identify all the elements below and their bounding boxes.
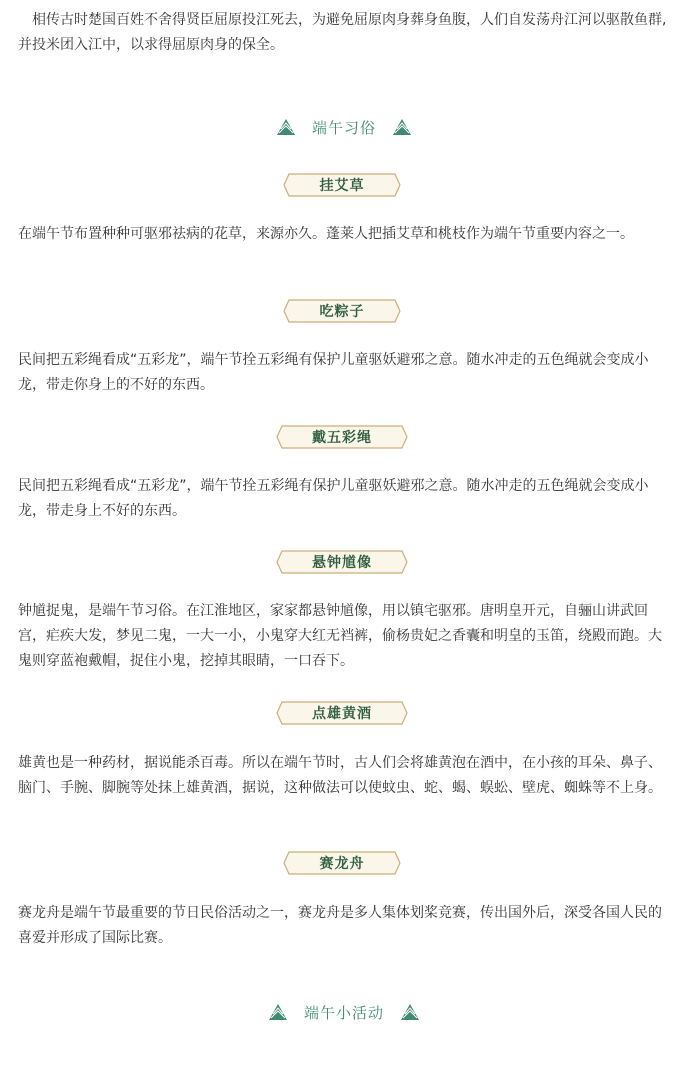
- custom-title: 挂艾草: [319, 178, 365, 194]
- custom-title-badge: [283, 173, 401, 197]
- custom-description: 钟馗捉鬼，是端午节习俗。在江淮地区，家家都悬钟馗像，用以镇宅驱邪。唐明皇开元，自骊山讲武回宫，疟疾大发，梦见二鬼，一大一小，小鬼穿大红无裆裤，偷杨贵妃之香囊和明皇的玉笛，绕殿而跑。大鬼则穿蓝袍戴帽，捉住小鬼，挖掉其眼睛，一口吞下。: [18, 603, 662, 669]
- section-header-activities: [0, 1000, 688, 1024]
- triangle-icon: [392, 118, 412, 136]
- custom-title: 戴五彩绳: [312, 430, 372, 446]
- custom-title-badge: [276, 701, 408, 725]
- custom-title: 悬钟馗像: [312, 555, 372, 571]
- triangle-icon: [268, 1003, 288, 1021]
- custom-title: 吃粽子: [319, 304, 365, 320]
- custom-title-badge: [283, 851, 401, 875]
- custom-description: 赛龙舟是端午节最重要的节日民俗活动之一，赛龙舟是多人集体划桨竞赛，传出国外后，深受各国人民的喜爱并形成了国际比赛。: [18, 905, 662, 946]
- custom-description: 民间把五彩绳看成“五彩龙”，端午节拴五彩绳有保护儿童驱妖避邪之意。随水冲走的五色绳就会变成小龙，带走你身上的不好的东西。: [18, 352, 649, 393]
- custom-title: 赛龙舟: [319, 856, 365, 872]
- custom-description: 在端午节布置种种可驱邪祛病的花草，来源亦久。蓬莱人把插艾草和桃枝作为端午节重要内容之一。: [18, 226, 634, 242]
- intro-paragraph: 相传古时楚国百姓不舍得贤臣屈原投江死去，为避免屈原肉身葬身鱼腹，人们自发荡舟江河以驱散鱼群,并投米团入江中，以求得屈原肉身的保全。: [18, 12, 667, 53]
- custom-description: 民间把五彩绳看成“五彩龙”，端午节拴五彩绳有保护儿童驱妖避邪之意。随水冲走的五色绳就会变成小龙，带走身上不好的东西。: [18, 478, 649, 519]
- section-title: 端午习俗: [311, 118, 376, 137]
- section-title: 端午小活动: [303, 1003, 384, 1022]
- custom-description: 雄黄也是一种药材，据说能杀百毒。所以在端午节时，古人们会将雄黄泡在酒中，在小孩的耳朵、鼻子、脑门、手腕、脚腕等处抹上雄黄酒，据说，这种做法可以使蚊虫、蛇、蝎、蜈蚣、壁虎、蜘蛛等不上身。: [18, 755, 662, 796]
- triangle-icon: [400, 1003, 420, 1021]
- triangle-icon: [276, 118, 296, 136]
- section-header-customs: [0, 115, 688, 139]
- custom-title-badge: [276, 425, 408, 449]
- custom-title-badge: [283, 299, 401, 323]
- custom-title-badge: [276, 550, 408, 574]
- custom-title: 点雄黄酒: [312, 706, 372, 722]
